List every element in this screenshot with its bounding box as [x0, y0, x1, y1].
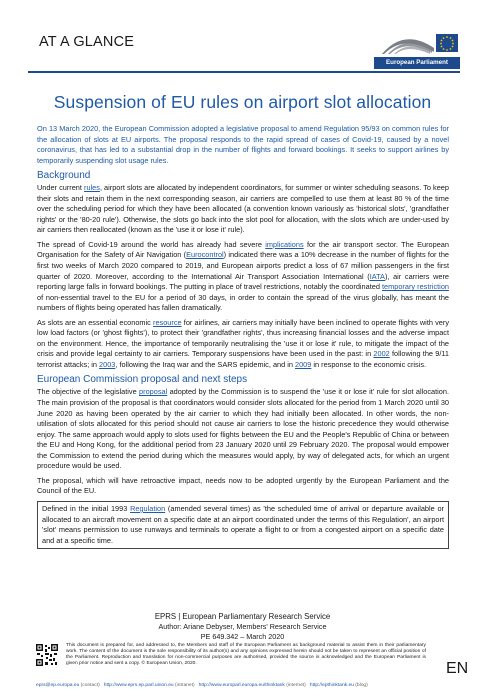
page-title: Suspension of EU rules on airport slot allocation — [53, 92, 432, 112]
text-span: ), air carriers were reporting large falls in forward bookings. The putting in place of travel restrictions, notably the coordinated — [37, 271, 450, 292]
resource-link[interactable]: resource — [153, 317, 182, 327]
rules-link[interactable]: rules — [84, 183, 100, 193]
blog-link[interactable]: http://epthinktank.eu — [309, 683, 354, 688]
text-span: The spread of Covid-19 around the world has already had severe — [37, 239, 266, 249]
text-span: (amended several times) as 'the scheduled time of arrival or departure available or allocated to an aircraft movement on a specific date at an airport coordinated under the terms of this Regulation', an airport 'slot' means permission to use runways and terminals to operate a flight to or from a congested airport on a specific date and at a specific time. — [42, 503, 444, 545]
text-span: Defined in the initial 1993 — [42, 503, 131, 513]
text-span: for airlines, air carriers may initially have been inclined to operate flights with very low load factors (or 'ghost flights'), to protect their 'grandfather rights', thus increasing financial losses and the adverse impact on the environment. Hence, the importance of temporarily neutralising the 'use it or lose it' rule, to mitigate the impact of the crisis and provide legal certainty to air carriers. Temporary suspensions have been used in the past: in — [37, 317, 450, 359]
footer-author: Author: Ariane Debyser, Members' Research Service — [158, 621, 327, 631]
background-paragraph-2 — [37, 240, 449, 314]
text-span: adopted by the Commission is to suspend the 'use it or lose it' rule for slot allocation. The main provision of the proposal is that coordinators would consider slots allocated for the period from 1 March 2020 until 30 June 2020 as having been operated by the air carrier to which they had initially been allocated. In other words, the non-utilisation of slots allocated for this period should not cause air carriers to lose the historic precedence they would otherwise enjoy. The same approach would apply to slots used for flights between the EU and the People's Republic of China or between the EU and Hong Kong, for the additional period from 23 January 2020 until 29 February 2020. The proposal would empower the Commission to extend the period during which the measures would apply, by way of delegated acts, for which an urgent procedure would be used. — [37, 387, 449, 471]
parliament-emblem-icon — [374, 26, 460, 57]
european-parliament-label: European Parliament — [374, 57, 460, 69]
language-code: EN — [446, 660, 469, 677]
link-type: (blog) — [355, 683, 368, 688]
link-type: (intranet) — [175, 683, 195, 688]
slot-definition-box — [37, 501, 449, 549]
link-2003[interactable]: 2003 — [99, 359, 116, 369]
qr-code-icon — [36, 644, 58, 666]
slot-definition-text — [42, 504, 444, 546]
text-span: of non-essential travel to the EU for a period of 30 days, in order to contain the spread of the virus globally, has meant the numbers of flights being operated has fallen dramatically. — [37, 292, 449, 313]
footer-org: EPRS | European Parliamentary Research Service — [154, 612, 331, 621]
proposal-paragraph-1 — [37, 387, 449, 471]
link-type: (contact) — [80, 683, 100, 688]
european-parliament-logo — [374, 26, 460, 70]
disclaimer-text: This document is prepared for, and addressed to, the Members and staff of the European Parliament as background material to assist them in their parliamentary work. The content of the document is the sole responsibility of its author(s) and any opinions expressed herein should not be taken to represent an official position of the Parliament. Reproduction and translation for non-commercial purposes are authorised, provided the source is acknowledged and the European Parliament is given prior notice and sent a copy. © European Union, 2020. — [66, 643, 426, 667]
header-divider — [28, 71, 460, 73]
main-content — [37, 124, 449, 549]
contact-link[interactable]: eprs@ep.europa.eu — [36, 683, 80, 688]
eurocontrol-link[interactable]: Eurocontrol — [186, 250, 224, 260]
text-span: in response to the economic crisis. — [311, 359, 427, 369]
header-bar — [28, 26, 460, 70]
iata-link[interactable]: IATA — [369, 271, 385, 281]
background-paragraph-1 — [37, 183, 449, 236]
regulation-link[interactable]: Regulation — [130, 503, 166, 513]
text-span: The objective of the legislative — [37, 387, 140, 397]
footer-links — [36, 683, 456, 688]
text-span: for the air transport sector. The European Organisation for the Safety of Air Navigation ( — [37, 239, 449, 260]
background-paragraph-3 — [37, 318, 449, 371]
intranet-link[interactable]: http://www.eprs.ep.parl.union.eu — [103, 683, 174, 688]
text-span: ) indicated there was a 10% decrease in the number of flights for the first two weeks of March 2020 compared to 2019, and European airports predict a loss of 67 million passengers in the first quarter of 2020. Moreover, according to the International Air Transport Association International ( — [37, 250, 449, 281]
text-span: following the 9/11 terrorist attacks; in — [37, 349, 450, 369]
link-2002[interactable]: 2002 — [373, 349, 390, 359]
text-span: As slots are an essential economic — [37, 317, 154, 327]
text-span: , airport slots are allocated by independent coordinators, for summer or winter scheduling seasons. To keep their slots and retain them in the next corresponding season, air carriers are compelled to use them at least 80 % of the time over the scheduling period for which they have been allocated (a convention known variously as 'historical slots', 'grandfather rights' or the '80-20 rule'). Otherwise, the slots go back into the slot pool for allocation, with the slots which are under-used by air carriers then reallocated (known as the 'use it or lose it' rule). — [37, 183, 449, 235]
proposal-link[interactable]: proposal — [139, 387, 168, 397]
intro-paragraph: On 13 March 2020, the European Commission adopted a legislative proposal to amend Regulation 95/93 on common rules for the allocation of slots at EU airports. The proposal responds to the rapid spread of cases of Covid-19, caused by a novel coronavirus, that has led to a substantial drop in the number of flights and forward bookings. It seeks to support airlines by temporarily suspending slot usage rules. — [37, 124, 449, 165]
proposal-paragraph-2: The proposal, which will have retroactive impact, needs now to be adopted urgently by the European Parliament and the Council of the EU. — [37, 475, 449, 496]
proposal-heading: European Commission proposal and next steps — [37, 374, 248, 386]
internet-link[interactable]: http://www.europarl.europa.eu/thinktank — [198, 683, 285, 688]
footer — [0, 612, 485, 641]
implications-link[interactable]: implications — [265, 239, 304, 249]
link-type: (internet) — [286, 683, 306, 688]
background-heading: Background — [37, 170, 91, 182]
publication-type-label: AT A GLANCE — [39, 34, 135, 50]
text-span: , following the Iraq war and the SARS epidemic, and in — [115, 359, 295, 369]
link-2009[interactable]: 2009 — [295, 359, 312, 369]
temporary-restriction-link[interactable]: temporary restriction — [382, 282, 449, 292]
text-span: Under current — [37, 183, 85, 193]
footer-reference: PE 649.342 – March 2020 — [200, 631, 285, 641]
